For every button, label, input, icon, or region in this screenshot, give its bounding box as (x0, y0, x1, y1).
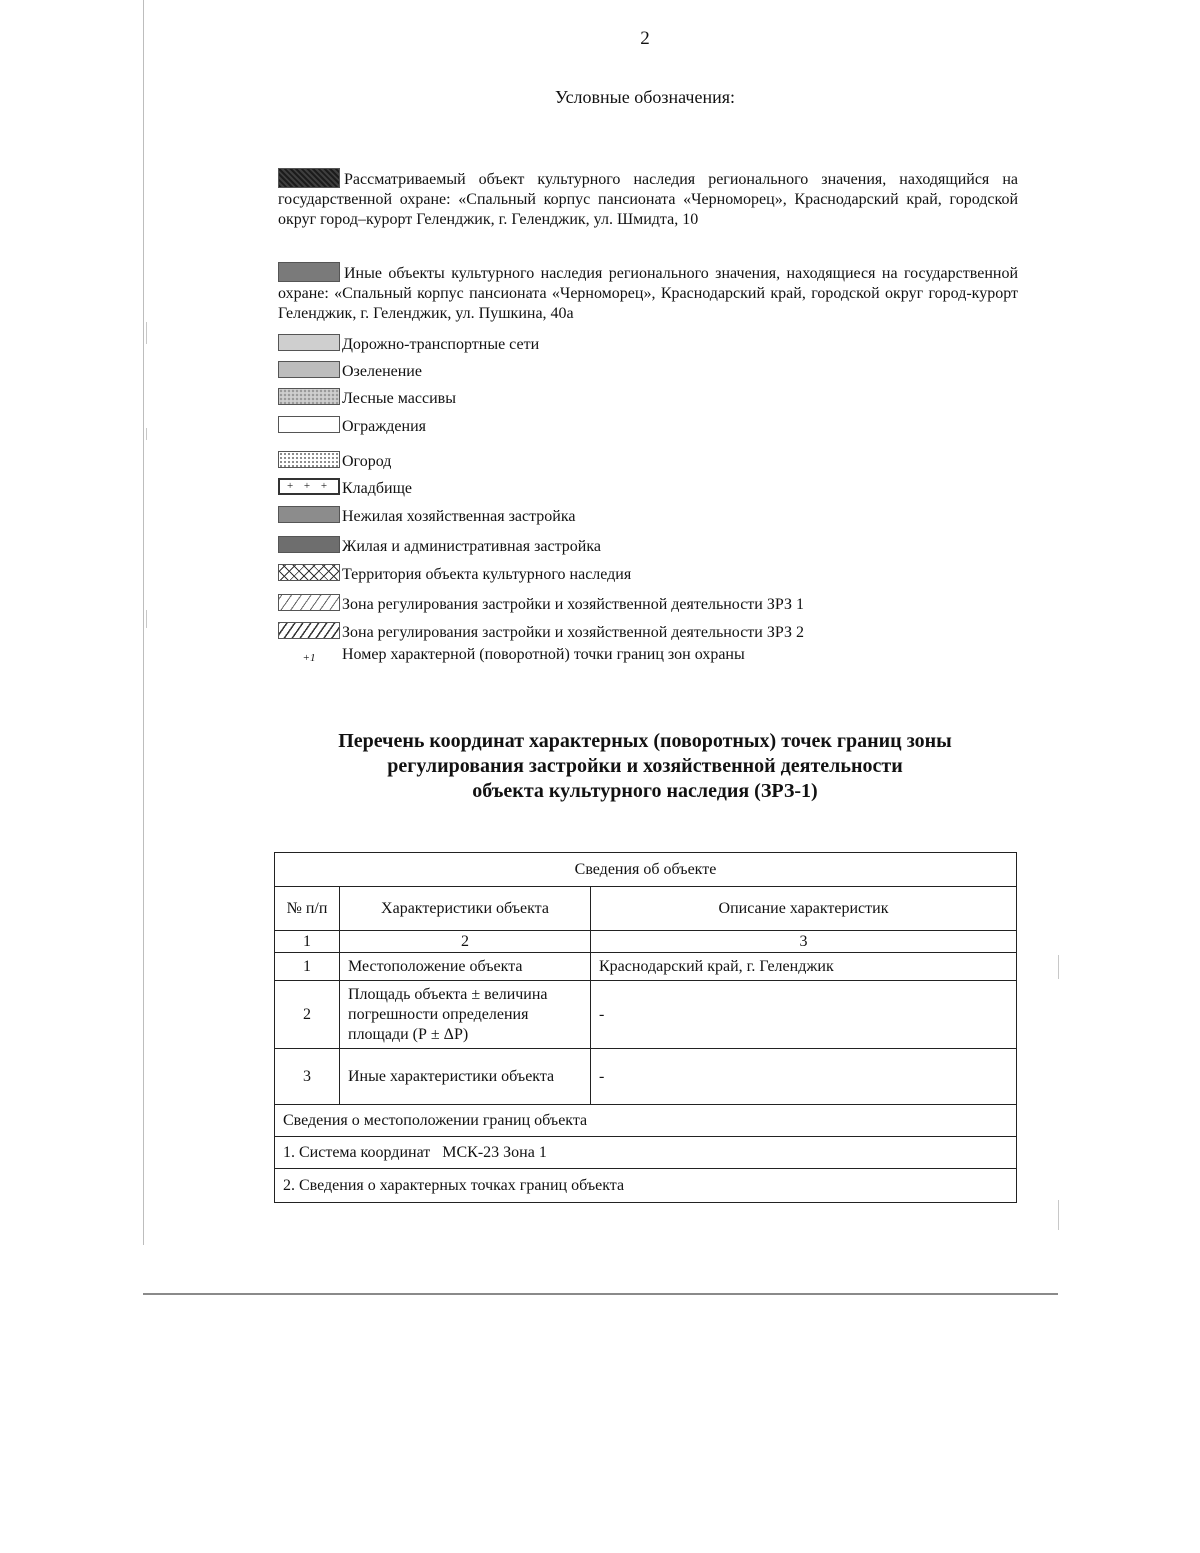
scan-mark (1058, 955, 1059, 979)
legend-item (278, 594, 804, 615)
table-cell-num: 3 (275, 1049, 340, 1105)
zrz1-swatch (278, 594, 340, 611)
legend-item-label: Территория объекта культурного наследия (342, 566, 632, 583)
table-col-number: 1 (275, 931, 340, 953)
legend-item (278, 416, 426, 437)
cemetery-swatch: + + + (278, 478, 340, 495)
table-footer-row: 1. Система координат МСК-23 Зона 1 (275, 1137, 1017, 1169)
table-cell-description: - (591, 1049, 1017, 1105)
table-cell-characteristic: Площадь объекта ± величина погрешности определения площади (Р ± ΔР) (340, 981, 591, 1049)
road-network-swatch (278, 334, 340, 351)
legend-item (278, 622, 804, 643)
section-title-line: Перечень координат характерных (поворотных) точек границ зоны (338, 730, 952, 752)
legend-item (278, 334, 539, 355)
legend-item (278, 388, 456, 409)
table-header-num: № п/п (275, 887, 340, 931)
table-caption: Сведения об объекте (275, 853, 1017, 887)
legend-item (278, 451, 391, 472)
table-cell-characteristic: Местоположение объекта (340, 953, 591, 981)
table-cell-description: - (591, 981, 1017, 1049)
legend-item (278, 645, 745, 667)
legend-item (278, 506, 576, 527)
table-footer-row: Сведения о местоположении границ объекта (275, 1105, 1017, 1137)
legend-item-label: Дорожно-транспортные сети (342, 336, 540, 353)
scan-margin-line-vertical (143, 0, 144, 1245)
page-number: 2 (640, 28, 650, 49)
greenery-swatch (278, 361, 340, 378)
table-row (275, 981, 1017, 1049)
legend-item-label: Зона регулирования застройки и хозяйственной деятельности ЗРЗ 1 (342, 596, 804, 613)
legend-title: Условные обозначения: (554, 87, 736, 107)
scan-mark (146, 322, 147, 344)
legend-item-label: Нежилая хозяйственная застройка (342, 508, 576, 525)
legend-item (278, 564, 631, 585)
object-info-table (274, 852, 1017, 1203)
legend-item-label: Номер характерной (поворотной) точки границ зон охраны (342, 646, 745, 663)
legend-item-main-object (278, 170, 1018, 230)
other-objects-swatch (278, 262, 340, 282)
scan-margin-line-horizontal (143, 1293, 1058, 1295)
legend-main-object-text: Рассматриваемый объект культурного наследия регионального значения, находящийся на государственной охране: «Спальный корпус пансионата «Черноморец», Краснодарский край, городской округ город–курорт Геленджик, г. Геленджик, ул. Шмидта, 10 (278, 171, 1018, 228)
fence-swatch (278, 416, 340, 433)
table-cell-description: Краснодарский край, г. Геленджик (591, 953, 1017, 981)
table-header-characteristic: Характеристики объекта (340, 887, 591, 931)
scan-mark (1058, 1200, 1059, 1230)
section-title-line: регулирования застройки и хозяйственной деятельности (387, 755, 903, 777)
legend-item-label: Огород (342, 453, 392, 470)
scan-mark (146, 610, 147, 628)
table-footer-row: 2. Сведения о характерных точках границ объекта (275, 1169, 1017, 1203)
scan-mark (146, 428, 147, 440)
point-number-symbol: +1 (302, 652, 316, 664)
table-row (275, 1049, 1017, 1105)
table-header-description: Описание характеристик (591, 887, 1017, 931)
legend-other-objects-text: Иные объекты культурного наследия регионального значения, находящиеся на государственной охране: «Спальный корпус пансионата «Черноморец», Краснодарский край, городской округ город-курорт Геленджик, г. Геленджик, ул. Пушкина, 40а (278, 265, 1018, 322)
legend-item-label: Зона регулирования застройки и хозяйственной деятельности ЗРЗ 2 (342, 624, 804, 641)
section-title (0, 729, 1200, 804)
main-object-swatch (278, 168, 340, 188)
legend-item (278, 478, 412, 499)
zrz2-swatch (278, 622, 340, 639)
section-title-line: объекта культурного наследия (ЗРЗ-1) (472, 780, 818, 802)
garden-swatch (278, 451, 340, 468)
table-row (275, 953, 1017, 981)
table-cell-num: 1 (275, 953, 340, 981)
heritage-territory-swatch (278, 564, 340, 581)
legend-item-label: Ограждения (342, 418, 426, 435)
legend-item (278, 536, 601, 557)
legend-item (278, 361, 422, 382)
table-cell-characteristic: Иные характеристики объекта (340, 1049, 591, 1105)
table-col-number: 2 (340, 931, 591, 953)
non-residential-swatch (278, 506, 340, 523)
table-col-number: 3 (591, 931, 1017, 953)
legend-item-other-objects (278, 264, 1018, 324)
legend-item-label: Озеленение (342, 363, 422, 380)
table-cell-num: 2 (275, 981, 340, 1049)
forest-swatch (278, 388, 340, 405)
legend-item-label: Лесные массивы (342, 390, 456, 407)
legend-item-label: Кладбище (342, 480, 413, 497)
residential-swatch (278, 536, 340, 553)
legend-item-label: Жилая и административная застройка (342, 538, 601, 555)
